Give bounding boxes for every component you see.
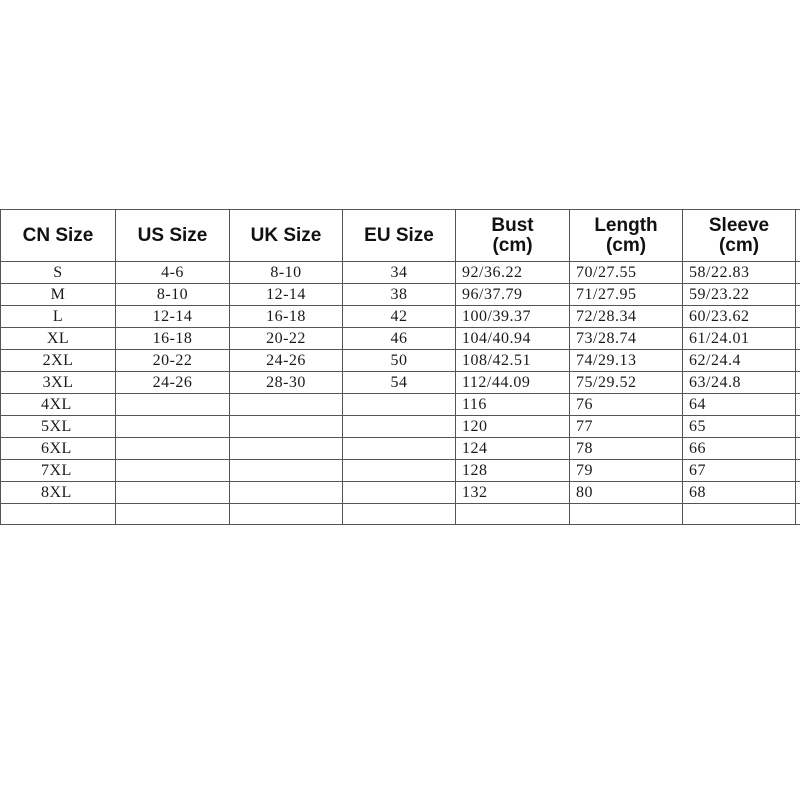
- cell-uk-size: [230, 416, 343, 438]
- cell-length: 78: [570, 438, 683, 460]
- row-edge: [796, 328, 800, 350]
- cell-uk-size: [230, 394, 343, 416]
- cell-us-size: 16-18: [116, 328, 230, 350]
- cell-uk-size: 8-10: [230, 262, 343, 284]
- cell-bust: 92/36.22: [456, 262, 570, 284]
- table-row: [1, 306, 800, 328]
- row-edge: [796, 416, 800, 438]
- table-row: [1, 416, 800, 438]
- cell-us-size: [116, 504, 230, 525]
- table-row: [1, 504, 800, 525]
- cell-eu-size: [343, 460, 456, 482]
- cell-uk-size: 12-14: [230, 284, 343, 306]
- size-chart-table: [0, 209, 800, 525]
- header-sleeve-label: Sleeve: [708, 214, 770, 236]
- cell-length: 79: [570, 460, 683, 482]
- cell-us-size: [116, 438, 230, 460]
- cell-eu-size: 46: [343, 328, 456, 350]
- cell-length: 70/27.55: [570, 262, 683, 284]
- cell-uk-size: [230, 438, 343, 460]
- table-row: [1, 284, 800, 306]
- header-bust: [456, 210, 570, 262]
- cell-us-size: 20-22: [116, 350, 230, 372]
- cell-us-size: [116, 416, 230, 438]
- header-row: [1, 210, 800, 262]
- row-edge: [796, 372, 800, 394]
- cell-length: 77: [570, 416, 683, 438]
- header-us-size-label: US Size: [137, 224, 208, 246]
- cell-us-size: 4-6: [116, 262, 230, 284]
- cell-sleeve: 63/24.8: [683, 372, 796, 394]
- cell-eu-size: [343, 482, 456, 504]
- table-row: [1, 460, 800, 482]
- cell-us-size: [116, 394, 230, 416]
- cell-cn-size: 3XL: [1, 372, 116, 394]
- header-sleeve-unit: (cm): [718, 234, 760, 256]
- cell-eu-size: 34: [343, 262, 456, 284]
- cell-cn-size: S: [1, 262, 116, 284]
- cell-sleeve: 68: [683, 482, 796, 504]
- table-row: [1, 262, 800, 284]
- cell-cn-size: L: [1, 306, 116, 328]
- row-edge: [796, 460, 800, 482]
- cell-uk-size: 28-30: [230, 372, 343, 394]
- cell-eu-size: 50: [343, 350, 456, 372]
- row-edge: [796, 262, 800, 284]
- cell-cn-size: 7XL: [1, 460, 116, 482]
- cell-length: 80: [570, 482, 683, 504]
- row-edge: [796, 350, 800, 372]
- cell-bust: 124: [456, 438, 570, 460]
- cell-sleeve: 67: [683, 460, 796, 482]
- cell-cn-size: XL: [1, 328, 116, 350]
- cell-sleeve: 59/23.22: [683, 284, 796, 306]
- size-chart-body: [1, 262, 800, 525]
- cell-sleeve: [683, 504, 796, 525]
- header-eu-size: [343, 210, 456, 262]
- cell-cn-size: [1, 504, 116, 525]
- cell-eu-size: [343, 416, 456, 438]
- cell-us-size: 12-14: [116, 306, 230, 328]
- cell-bust: 132: [456, 482, 570, 504]
- cell-bust: 108/42.51: [456, 350, 570, 372]
- cell-eu-size: [343, 504, 456, 525]
- table-row: [1, 482, 800, 504]
- row-edge: [796, 504, 800, 525]
- header-cn-size: [1, 210, 116, 262]
- cell-cn-size: 4XL: [1, 394, 116, 416]
- cell-bust: 112/44.09: [456, 372, 570, 394]
- header-eu-size-label: EU Size: [364, 224, 434, 246]
- cell-cn-size: M: [1, 284, 116, 306]
- cell-uk-size: 24-26: [230, 350, 343, 372]
- table-row: [1, 350, 800, 372]
- cell-uk-size: [230, 460, 343, 482]
- header-length-unit: (cm): [605, 234, 647, 256]
- cell-bust: 116: [456, 394, 570, 416]
- table-row: [1, 438, 800, 460]
- row-edge: [796, 284, 800, 306]
- row-edge: [796, 306, 800, 328]
- cell-bust: 100/39.37: [456, 306, 570, 328]
- cell-uk-size: [230, 504, 343, 525]
- row-edge: [796, 394, 800, 416]
- cell-sleeve: 60/23.62: [683, 306, 796, 328]
- cell-sleeve: 65: [683, 416, 796, 438]
- cell-cn-size: 5XL: [1, 416, 116, 438]
- header-uk-size: [230, 210, 343, 262]
- cell-sleeve: 66: [683, 438, 796, 460]
- cell-us-size: [116, 482, 230, 504]
- cell-length: 76: [570, 394, 683, 416]
- cell-length: 71/27.95: [570, 284, 683, 306]
- cell-length: 73/28.74: [570, 328, 683, 350]
- cell-bust: 120: [456, 416, 570, 438]
- cell-us-size: 8-10: [116, 284, 230, 306]
- cell-sleeve: 62/24.4: [683, 350, 796, 372]
- cell-eu-size: [343, 394, 456, 416]
- cell-eu-size: 38: [343, 284, 456, 306]
- row-edge: [796, 482, 800, 504]
- cell-length: 72/28.34: [570, 306, 683, 328]
- cell-eu-size: 54: [343, 372, 456, 394]
- cell-uk-size: 20-22: [230, 328, 343, 350]
- cell-bust: [456, 504, 570, 525]
- cell-bust: 104/40.94: [456, 328, 570, 350]
- table-row: [1, 394, 800, 416]
- cell-length: 75/29.52: [570, 372, 683, 394]
- cell-us-size: [116, 460, 230, 482]
- header-sleeve: [683, 210, 796, 262]
- header-bust-label: Bust: [491, 214, 534, 236]
- cell-sleeve: 61/24.01: [683, 328, 796, 350]
- row-edge: [796, 438, 800, 460]
- cell-cn-size: 2XL: [1, 350, 116, 372]
- cell-uk-size: [230, 482, 343, 504]
- cell-us-size: 24-26: [116, 372, 230, 394]
- header-bust-unit: (cm): [492, 234, 533, 256]
- cell-bust: 96/37.79: [456, 284, 570, 306]
- table-row: [1, 328, 800, 350]
- header-edge: [796, 210, 800, 262]
- cell-length: [570, 504, 683, 525]
- header-us-size: [116, 210, 230, 262]
- header-length-label: Length: [594, 214, 658, 236]
- cell-uk-size: 16-18: [230, 306, 343, 328]
- cell-sleeve: 58/22.83: [683, 262, 796, 284]
- header-length: [570, 210, 683, 262]
- cell-sleeve: 64: [683, 394, 796, 416]
- cell-cn-size: 8XL: [1, 482, 116, 504]
- header-uk-size-label: UK Size: [250, 224, 322, 246]
- header-cn-size-label: CN Size: [22, 224, 94, 246]
- cell-bust: 128: [456, 460, 570, 482]
- cell-cn-size: 6XL: [1, 438, 116, 460]
- cell-length: 74/29.13: [570, 350, 683, 372]
- cell-eu-size: 42: [343, 306, 456, 328]
- cell-eu-size: [343, 438, 456, 460]
- table-row: [1, 372, 800, 394]
